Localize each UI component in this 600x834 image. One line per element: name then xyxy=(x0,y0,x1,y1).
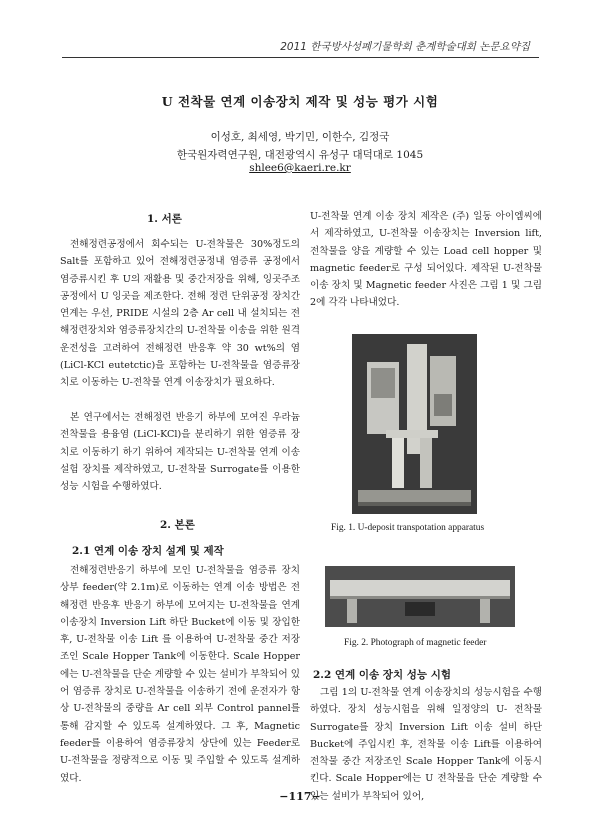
authors: 이성호, 최세영, 박기민, 이한수, 김정국 xyxy=(210,131,390,143)
figure-2-photo xyxy=(325,566,515,627)
paper-title: U 전착물 연계 이송장치 제작 및 성능 평가 시험 xyxy=(161,94,439,109)
email-link[interactable]: shlee6@kaeri.re.kr xyxy=(249,162,351,174)
subsection-title-2-1: 2.1 연계 이송 장치 설계 및 제작 xyxy=(72,545,224,557)
right-intro-paragraph: U-전착물 연계 이송 장치 제작은 (주) 일동 아이엠씨에서 제작하였고, U-전착물 이송장치는 Inversion lift, 전착물을 양을 계량할 수 있는 Load cell hopper 및 magnetic feeder로 구성 되어있다. 제작된 U-전착물 이송 장치 및 Magnetic feeder 사진은 그림 1 및 그림 2에 각각 나타내었다. xyxy=(310,211,542,309)
figure-1-photo xyxy=(352,334,477,514)
journal-header: 2011 한국방사성폐기물학회 춘계학술대회 논문요약집 xyxy=(280,41,530,53)
header-rule xyxy=(62,57,539,58)
intro-paragraph-1: 전해정련공정에서 회수되는 U-전착물은 30%정도의 Salt를 포함하고 있어 전해정련공정내 염증류 공정에서 염증류시킨 후 U의 재활용 및 중간저장을 위해, 잉곳주조 공정에서 U 잉곳을 제조한다. 전해 정련 단위공정 장치간 연계는 우선, PRIDE 시설의 2층 Ar cell 내 설치되는 전해정련장치와 염증류장치간의 U-전착물 이송을 위한 원격 운전성을 고려하여 전해정련 반응후 약 30 wt%의 염(LiCl-KCl eutetctic)을 포함하는 U-전착물을 염증류장치로 이동하는 U-전착물 연계 이송장치가 필요하다. xyxy=(60,239,300,389)
figure-2-caption: Fig. 2. Photograph of magnetic feeder xyxy=(344,638,487,648)
affiliation: 한국원자력연구원, 대전광역시 유성구 대덕대로 1045 xyxy=(176,149,424,161)
page-number: −117− xyxy=(279,790,321,803)
figure-1-caption: Fig. 1. U-deposit transpotation apparatus xyxy=(331,523,485,533)
intro-paragraph-2: 본 연구에서는 전해정련 반응기 하부에 모여진 우라늄 전착물을 용융염 (LiCl-KCl)을 분리하기 위한 염증류 장치로 이동하기 하기 위하여 제작되는 U-전착물 연계 이송 설험 장치를 제작하였고, U-전착물 Surrogate를 이용한 성능 시험을 수행하였다. xyxy=(60,412,300,493)
subsection-2-1-paragraph: 전해정련반응기 하부에 모인 U-전착물을 염증류 장치 상부 feeder(약 2.1m)로 이동하는 연계 이송 방법은 전해정련 반응후 반응기 하부에 모여지는 U-전착물을 연계 이송장치 Inversion Lift 하단 Bucket에 이동 및 장입한 후, U-전착물 이송 Lift 를 이용하여 U-전착물 중간 저장조인 Scale Hopper Tank에 이동한다. Scale Hopper에는 U-전착물을 단순 계량할 수 있는 설비가 부착되어 있어 염증류 장치로 U-전착물을 이송하기 전에 운전자가 항상 U-전착물의 중량을 Ar cell 외부 Control pannel를 통해 감지할 수 있도록 설계하였다. 그 후, Magnetic feeder를 이용하여 염증류장치 상단에 있는 Feeder로 U-전착물을 정량적으로 이동 및 주입할 수 있도록 설계하였다. xyxy=(60,565,300,784)
subsection-2-2-paragraph: 그림 1의 U-전착물 연계 이송장치의 성능시험을 수행하였다. 장치 성능시험을 위해 일정양의 U- 전착물 Surrogate를 장치 Inversion Lift 이송 설비 하단 Bucket에 주입시킨 후, 전착물 이송 Lift를 이용하여 전착물 중간 저장조인 Scale Hopper Tank에 이동시킨다. Scale Hopper에는 U 전착물을 단순 계량할 수 있는 설비가 부착되어 있어, xyxy=(310,687,542,802)
subsection-title-2-2: 2.2 연계 이송 장치 성능 시험 xyxy=(313,669,451,681)
section-title-intro: 1. 서론 xyxy=(147,213,182,225)
section-title-body: 2. 본론 xyxy=(160,519,195,531)
